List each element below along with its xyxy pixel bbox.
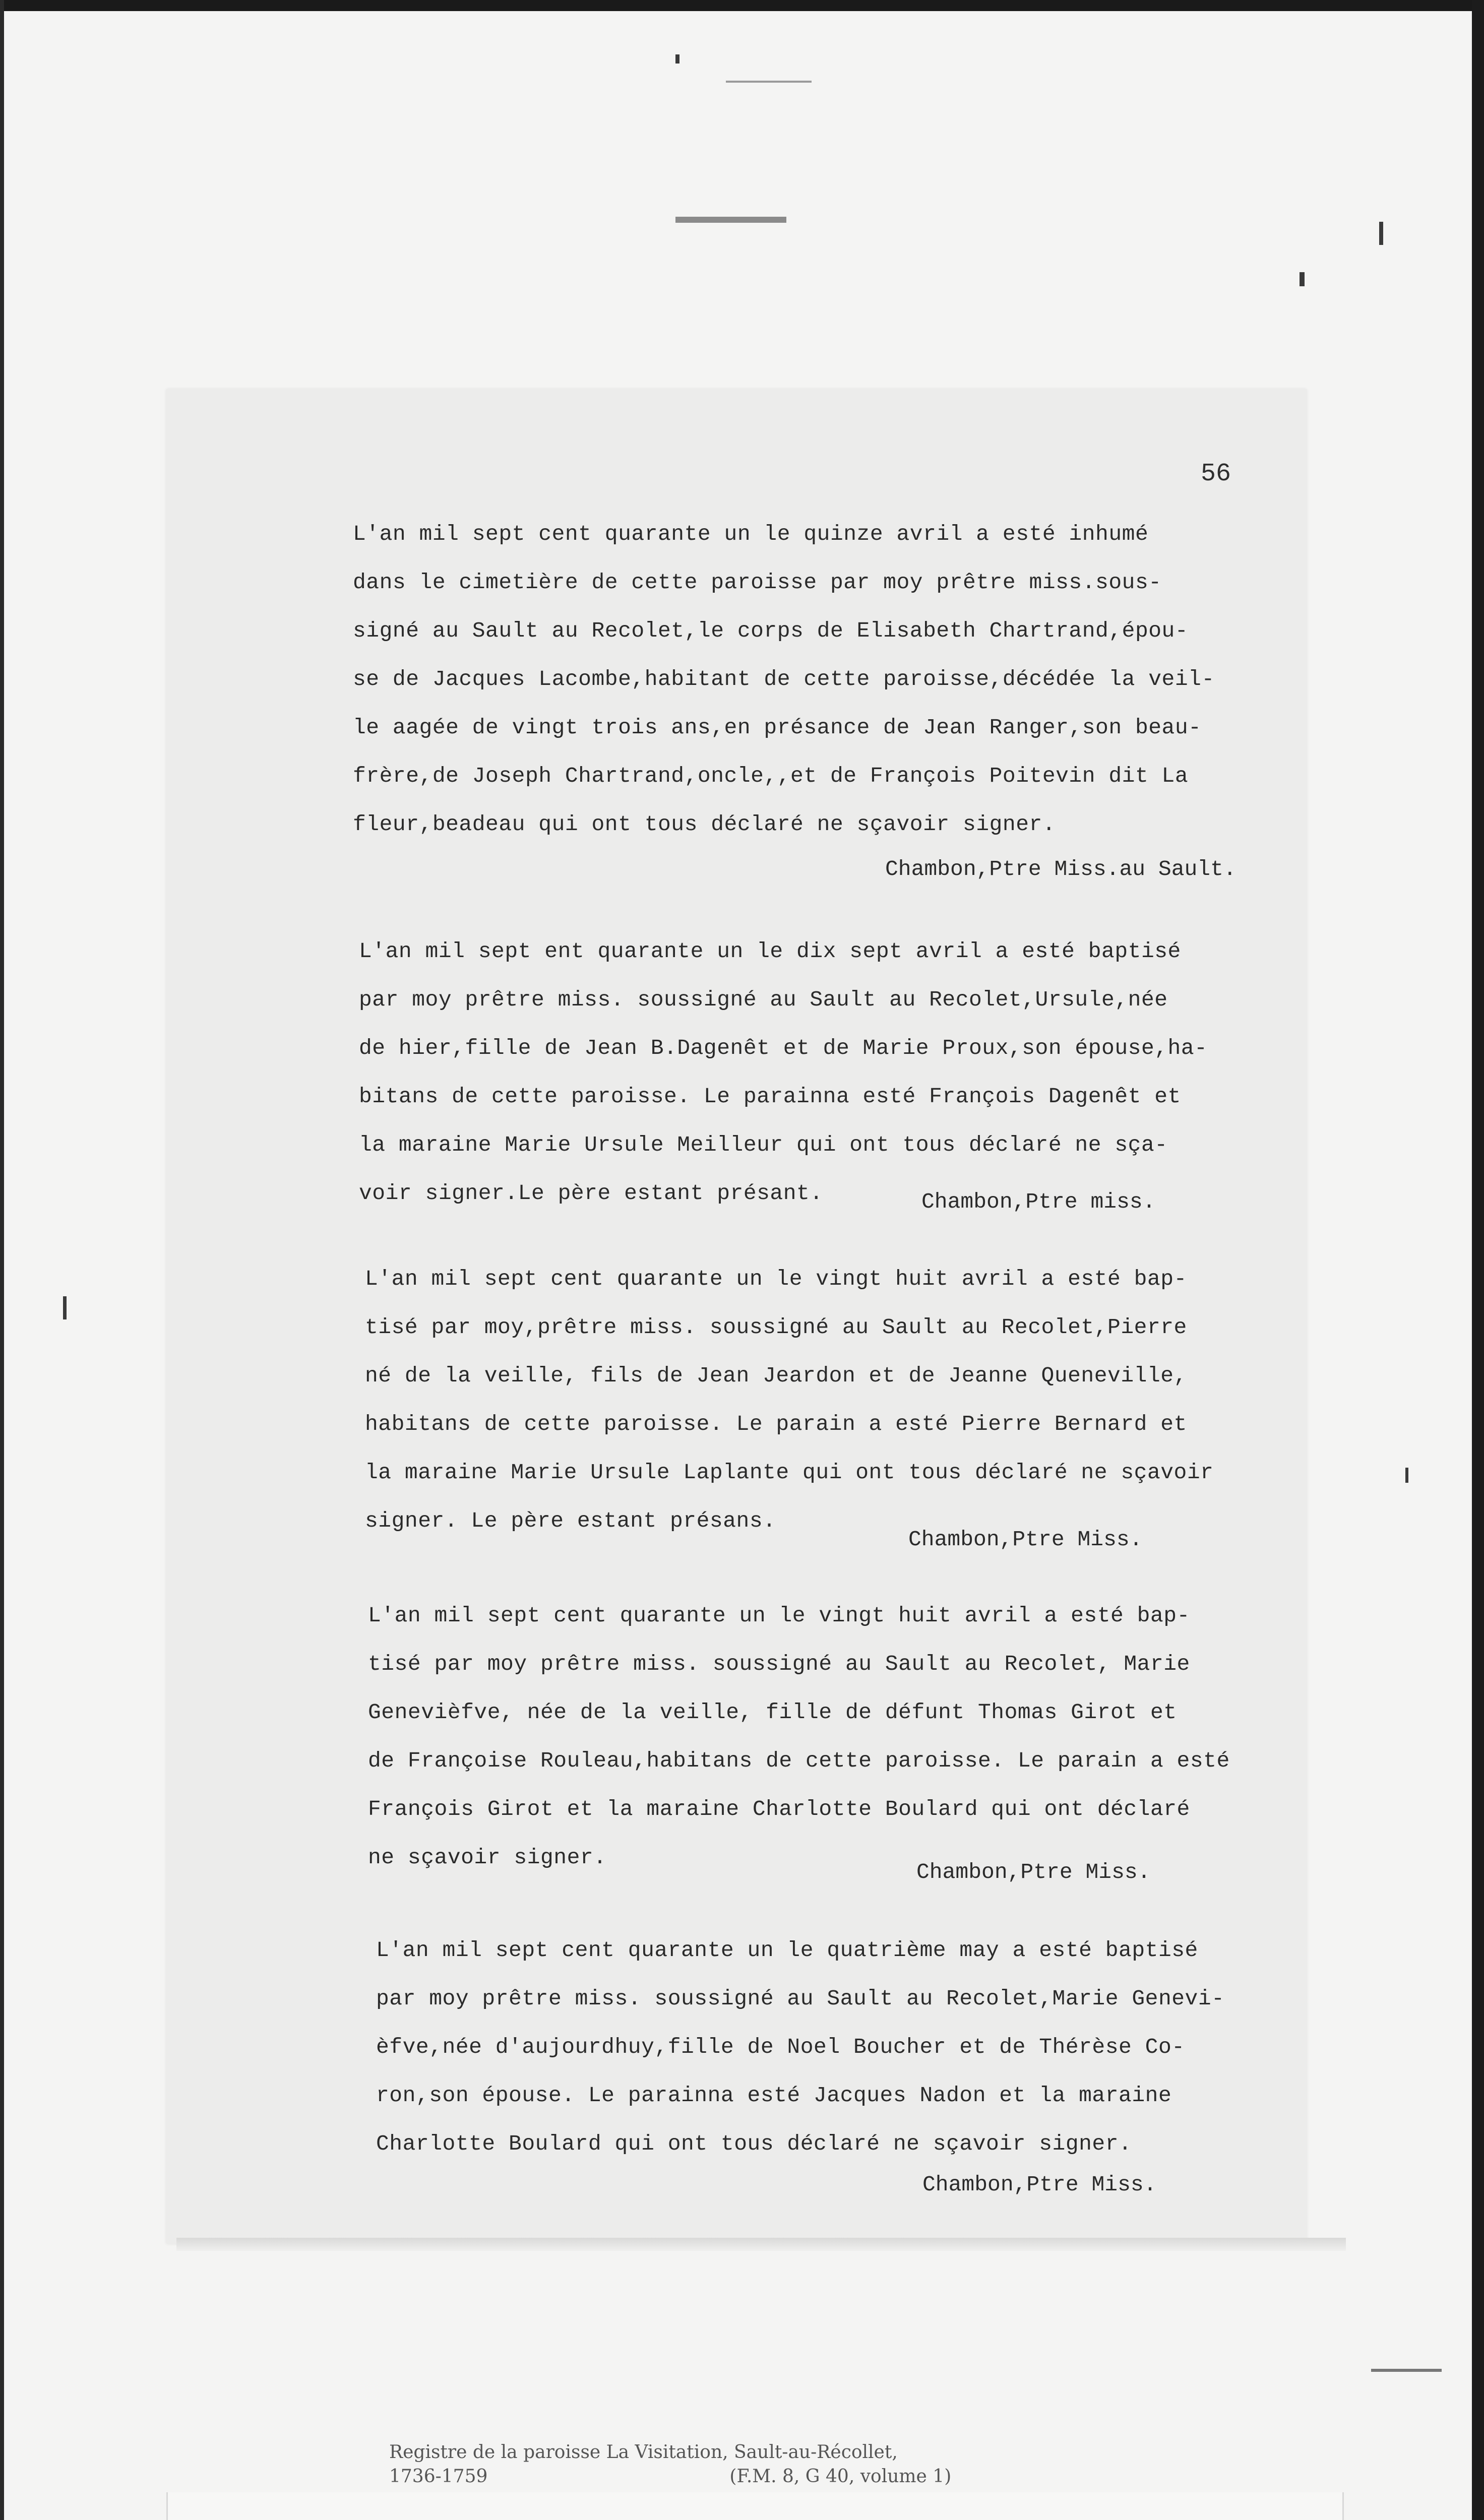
entry-line: signé au Sault au Recolet,le corps de Elisabeth Chartrand,épou-	[353, 618, 1189, 643]
entry-line: de Françoise Rouleau,habitans de cette paroisse. Le parain a esté	[368, 1748, 1230, 1773]
entry-signature: Chambon,Ptre Miss.	[908, 1527, 1143, 1552]
dust-speck	[1371, 2369, 1442, 2372]
dust-speck	[675, 54, 679, 64]
entry-line: Charlotte Boulard qui ont tous déclaré ne sçavoir signer.	[376, 2131, 1132, 2156]
entry-line: ron,son épouse. Le parainna esté Jacques Nadon et la maraine	[376, 2083, 1172, 2108]
dust-speck	[1379, 222, 1383, 245]
entry-signature: Chambon,Ptre Miss.au Sault.	[885, 857, 1236, 881]
dust-speck	[1300, 272, 1305, 286]
register-entry-5	[376, 1926, 1314, 2168]
caption-line-1: Registre de la paroisse La Visitation, Sault-au-Récollet,	[389, 2442, 898, 2463]
dust-speck	[726, 81, 812, 83]
dust-speck	[1405, 1468, 1408, 1483]
entry-line: ne sçavoir signer.	[368, 1845, 607, 1870]
register-entry-3	[365, 1255, 1303, 1545]
film-border-left	[0, 0, 4, 2520]
entry-line: habitans de cette paroisse. Le parain a esté Pierre Bernard et	[365, 1412, 1187, 1436]
entry-line: èfve,née d'aujourdhuy,fille de Noel Boucher et de Thérèse Co-	[376, 2035, 1185, 2059]
entry-line: né de la veille, fils de Jean Jeardon et de Jeanne Queneville,	[365, 1363, 1187, 1388]
caption-reference: (F.M. 8, G 40, volume 1)	[729, 2466, 952, 2487]
entry-line: le aagée de vingt trois ans,en présance de Jean Ranger,son beau-	[353, 715, 1202, 740]
microfilm-caption	[389, 2440, 951, 2489]
entry-line: voir signer.Le père estant présant.	[359, 1181, 823, 1206]
entry-signature: Chambon,Ptre Miss.	[916, 1860, 1151, 1884]
entry-line: Genevièfve, née de la veille, fille de défunt Thomas Girot et	[368, 1700, 1177, 1725]
entry-line: L'an mil sept cent quarante un le vingt huit avril a esté bap-	[368, 1603, 1190, 1628]
entry-line: François Girot et la maraine Charlotte Boulard qui ont déclaré	[368, 1797, 1190, 1821]
film-border-right	[1472, 0, 1484, 2520]
entry-line: L'an mil sept cent quarante un le vingt huit avril a esté bap-	[365, 1267, 1187, 1291]
entry-line: dans le cimetière de cette paroisse par moy prêtre miss.sous-	[353, 570, 1162, 595]
register-entry-1	[353, 510, 1290, 849]
archive-label-card	[166, 2492, 1344, 2520]
entry-line: par moy prêtre miss. soussigné au Sault au Recolet,Marie Genevi-	[376, 1986, 1225, 2011]
entry-line: frère,de Joseph Chartrand,oncle,,et de François Poitevin dit La	[353, 764, 1189, 788]
entry-line: tisé par moy,prêtre miss. soussigné au Sault au Recolet,Pierre	[365, 1315, 1187, 1340]
entry-line: la maraine Marie Ursule Laplante qui ont tous déclaré ne sçavoir	[365, 1460, 1214, 1485]
caption-years: 1736-1759	[389, 2466, 488, 2487]
entry-line: signer. Le père estant présans.	[365, 1508, 776, 1533]
entry-signature: Chambon,Ptre Miss.	[922, 2172, 1157, 2197]
register-entry-4	[368, 1592, 1306, 1882]
dust-speck	[63, 1296, 67, 1319]
entry-line: L'an mil sept cent quarante un le quatrième may a esté baptisé	[376, 1938, 1198, 1963]
caption-line-2	[389, 2465, 951, 2489]
entry-line: par moy prêtre miss. soussigné au Sault au Recolet,Ursule,née	[359, 987, 1168, 1012]
dust-speck	[675, 217, 786, 223]
entry-line: tisé par moy prêtre miss. soussigné au Sault au Recolet, Marie	[368, 1652, 1190, 1676]
film-border-top	[0, 0, 1484, 11]
entry-line: fleur,beadeau qui ont tous déclaré ne sçavoir signer.	[353, 812, 1056, 837]
entry-line: la maraine Marie Ursule Meilleur qui ont tous déclaré ne sça-	[359, 1132, 1168, 1157]
entry-line: L'an mil sept ent quarante un le dix sept avril a esté baptisé	[359, 939, 1181, 964]
entry-line: L'an mil sept cent quarante un le quinze avril a esté inhumé	[353, 522, 1149, 546]
entry-line: bitans de cette paroisse. Le parainna esté François Dagenêt et	[359, 1084, 1181, 1109]
entry-line: se de Jacques Lacombe,habitant de cette paroisse,décédée la veil-	[353, 667, 1215, 691]
page-number: 56	[1200, 460, 1231, 488]
entry-line: de hier,fille de Jean B.Dagenêt et de Marie Proux,son épouse,ha-	[359, 1036, 1208, 1060]
entry-signature: Chambon,Ptre miss.	[921, 1189, 1156, 1214]
register-entry-2	[359, 927, 1296, 1218]
sheet-edge-shadow	[176, 2238, 1346, 2251]
